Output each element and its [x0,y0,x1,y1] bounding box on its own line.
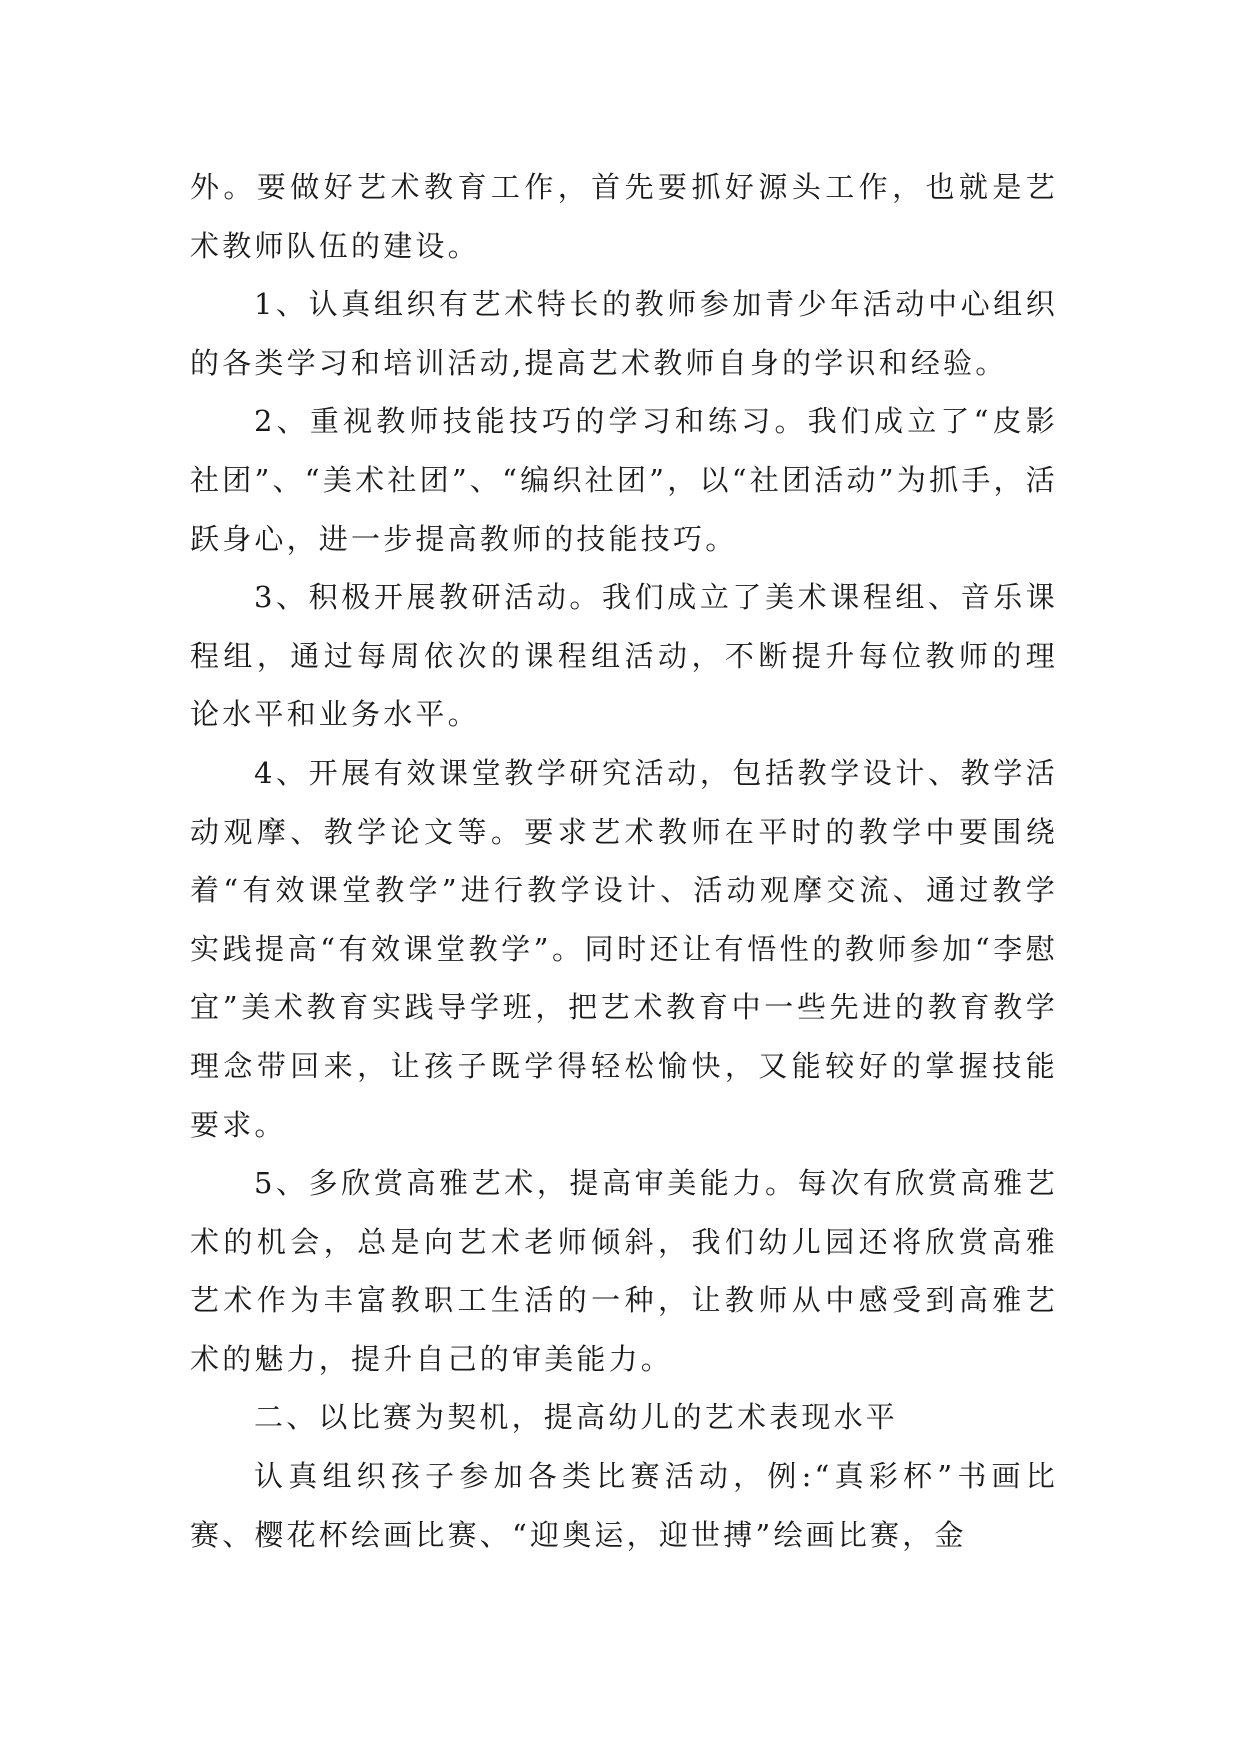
paragraph-item-2: 2、重视教师技能技巧的学习和练习。我们成立了“皮影社团”、“美术社团”、“编织社团”，以“社团活动”为抓手，活跃身心，进一步提高教师的技能技巧。 [190,404,1058,556]
paragraph-item-1: 1、认真组织有艺术特长的教师参加青少年活动中心组织的各类学习和培训活动,提高艺术教师自身的学识和经验。 [190,287,1058,380]
paragraph-item-4: 4、开展有效课堂教学研究活动，包括教学设计、教学活动观摩、教学论文等。要求艺术教师在平时的教学中要围绕着“有效课堂教学”进行教学设计、活动观摩交流、通过教学实践提高“有效课堂教学”。同时还让有悟性的教师参加“李慰宜”美术教育实践导学班，把艺术教育中一些先进的教育教学理念带回来，让孩子既学得轻松愉快，又能较好的掌握技能要求。 [190,755,1058,1142]
paragraph-item-5: 5、多欣赏高雅艺术，提高审美能力。每次有欣赏高雅艺术的机会，总是向艺术老师倾斜，我们幼儿园还将欣赏高雅艺术作为丰富教职工生活的一种，让教师从中感受到高雅艺术的魅力，提升自己的审美能力。 [190,1166,1058,1376]
paragraph-item-3: 3、积极开展教研活动。我们成立了美术课程组、音乐课程组，通过每周依次的课程组活动，不断提升每位教师的理论水平和业务水平。 [190,580,1058,732]
section-heading-2: 二、以比赛为契机，提高幼儿的艺术表现水平 [254,1400,899,1435]
paragraph-competitions: 认真组织孩子参加各类比赛活动，例:“真彩杯”书画比赛、樱花杯绘画比赛、“迎奥运，迎世搏”绘画比赛，金 [190,1459,1058,1552]
document-body [190,158,1058,1564]
paragraph-continuation: 外。要做好艺术教育工作，首先要抓好源头工作，也就是艺术教师队伍的建设。 [190,170,1058,263]
